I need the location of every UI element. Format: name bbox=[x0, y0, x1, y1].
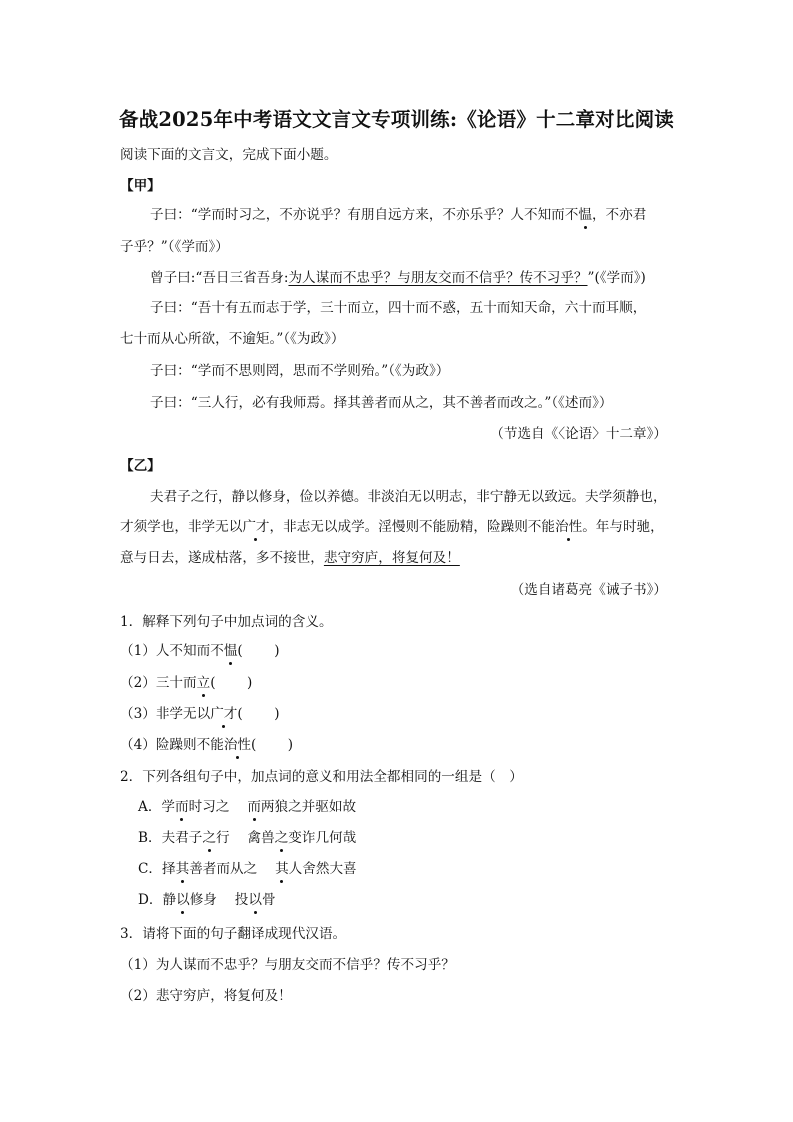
text-span: 。年与时驰， bbox=[582, 519, 664, 535]
jia-paragraph-3: 子曰：“吾十有五而志于学，三十而立，四十而不惑，五十而知天命，六十而耳顺， bbox=[150, 300, 647, 316]
dotted-word: 广才 bbox=[242, 519, 270, 535]
dotted-word: 立 bbox=[196, 675, 211, 691]
question-1-item bbox=[120, 735, 293, 755]
question-2-option-d bbox=[138, 890, 276, 910]
answer-blank: ( ) bbox=[210, 675, 253, 691]
text-span: （1）人不知而不 bbox=[120, 643, 224, 659]
dotted-word: 以 bbox=[176, 892, 190, 908]
question-2-option-b bbox=[138, 828, 356, 848]
dotted-word: 广才 bbox=[210, 706, 238, 722]
jia-paragraph-5: 子曰：“三人行，必有我师焉。择其善者而从之，其不善者而改之。”（《述而》） bbox=[150, 395, 613, 411]
yi-paragraph-line-3 bbox=[120, 548, 460, 568]
section-yi-tag: 【乙】 bbox=[120, 458, 161, 474]
answer-blank: ( ) bbox=[237, 643, 280, 659]
text-span: 人舍然大喜 bbox=[288, 861, 357, 877]
dotted-word: 之 bbox=[274, 830, 289, 846]
text-span: （3）非学无以 bbox=[120, 706, 211, 722]
question-3-item: （2）悲守穷庐，将复何及！ bbox=[120, 988, 292, 1004]
answer-blank: ( ) bbox=[237, 706, 280, 722]
dotted-word: 治性 bbox=[555, 519, 583, 535]
dotted-word: 其 bbox=[275, 861, 289, 877]
text-span: 骨 bbox=[261, 892, 276, 908]
text-span: 曾子曰:“吾日三省吾身: bbox=[150, 270, 289, 286]
underlined-sentence: 悲守穷庐，将复何及！ bbox=[323, 550, 460, 566]
text-span: C．择 bbox=[138, 861, 176, 877]
jia-paragraph-3-cont: 七十而从心所欲，不逾矩。”（《为政》） bbox=[120, 331, 345, 347]
dotted-word: 之 bbox=[202, 830, 216, 846]
underlined-sentence: 为人谋而不忠乎？与朋友交而不信乎？传不习乎？ bbox=[288, 270, 588, 286]
question-3-stem: 3．请将下面的句子翻译成现代汉语。 bbox=[120, 926, 347, 942]
jia-source: （节选自《〈论语〉十二章》） bbox=[490, 426, 667, 442]
dotted-word: 而 bbox=[247, 799, 261, 815]
dotted-word: 其 bbox=[175, 861, 190, 877]
text-span: ”(《学而》) bbox=[587, 270, 646, 286]
question-1-item bbox=[120, 704, 280, 724]
text-span: 子曰：“学而时习之，不亦说乎？有朋自远方来，不亦乐乎？人不知而不 bbox=[150, 207, 579, 223]
document-title: 备战2025年中考语文文言文专项训练:《论语》十二章对比阅读 bbox=[119, 108, 674, 131]
question-2-stem: 2．下列各组句子中，加点词的意义和用法全都相同的一组是（ ） bbox=[120, 769, 523, 785]
text-span: ，非志无以成学。淫慢则不能励精，险躁则不能 bbox=[269, 519, 555, 535]
text-span: B．夫君子 bbox=[138, 830, 203, 846]
question-1-item bbox=[120, 673, 252, 693]
text-span: 善者而从之 bbox=[189, 861, 276, 877]
dotted-word: 以 bbox=[248, 892, 262, 908]
intro-text: 阅读下面的文言文，完成下面小题。 bbox=[120, 147, 338, 163]
question-2-option-c bbox=[138, 859, 357, 879]
text-span: ，不亦君 bbox=[591, 207, 647, 223]
question-3-item: （1）为人谋而不忠乎？与朋友交而不信乎？传不习乎？ bbox=[120, 957, 455, 973]
jia-paragraph-1 bbox=[150, 205, 646, 225]
dotted-word: 愠 bbox=[223, 643, 238, 659]
text-span: 变诈几何哉 bbox=[288, 830, 357, 846]
dotted-word: 而 bbox=[175, 799, 189, 815]
text-span: 行 禽兽 bbox=[215, 830, 275, 846]
section-jia-tag: 【甲】 bbox=[120, 178, 161, 194]
text-span: 时习之 bbox=[188, 799, 248, 815]
answer-blank: ( ) bbox=[251, 737, 294, 753]
question-1-item bbox=[120, 641, 280, 661]
text-span: 才须学也，非学无以 bbox=[120, 519, 243, 535]
question-2-option-a bbox=[138, 797, 356, 817]
question-1-stem: 1．解释下列句子中加点词的含义。 bbox=[120, 614, 333, 630]
yi-paragraph-line-2 bbox=[120, 517, 664, 537]
jia-paragraph-4: 子曰：“学而不思则罔，思而不学则殆。”（《为政》） bbox=[150, 363, 450, 379]
text-span: A．学 bbox=[138, 799, 176, 815]
yi-source: （选自诸葛亮《诫子书》） bbox=[510, 582, 667, 598]
jia-paragraph-2 bbox=[150, 268, 646, 288]
text-span: 两狼之并驱如故 bbox=[260, 799, 357, 815]
text-span: D．静 bbox=[138, 892, 177, 908]
text-span: （4）险躁则不能 bbox=[120, 737, 224, 753]
yi-paragraph-line-1: 夫君子之行，静以修身，俭以养德。非淡泊无以明志，非宁静无以致远。夫学须静也， bbox=[150, 489, 667, 505]
jia-paragraph-1-cont: 子乎？”（《学而》） bbox=[120, 239, 229, 255]
dotted-word: 治性 bbox=[223, 737, 251, 753]
text-span: 修身 投 bbox=[189, 892, 249, 908]
dotted-word: 愠 bbox=[578, 207, 592, 223]
text-span: 意与日去，遂成枯落，多不接世， bbox=[120, 550, 324, 566]
text-span: （2）三十而 bbox=[120, 675, 197, 691]
